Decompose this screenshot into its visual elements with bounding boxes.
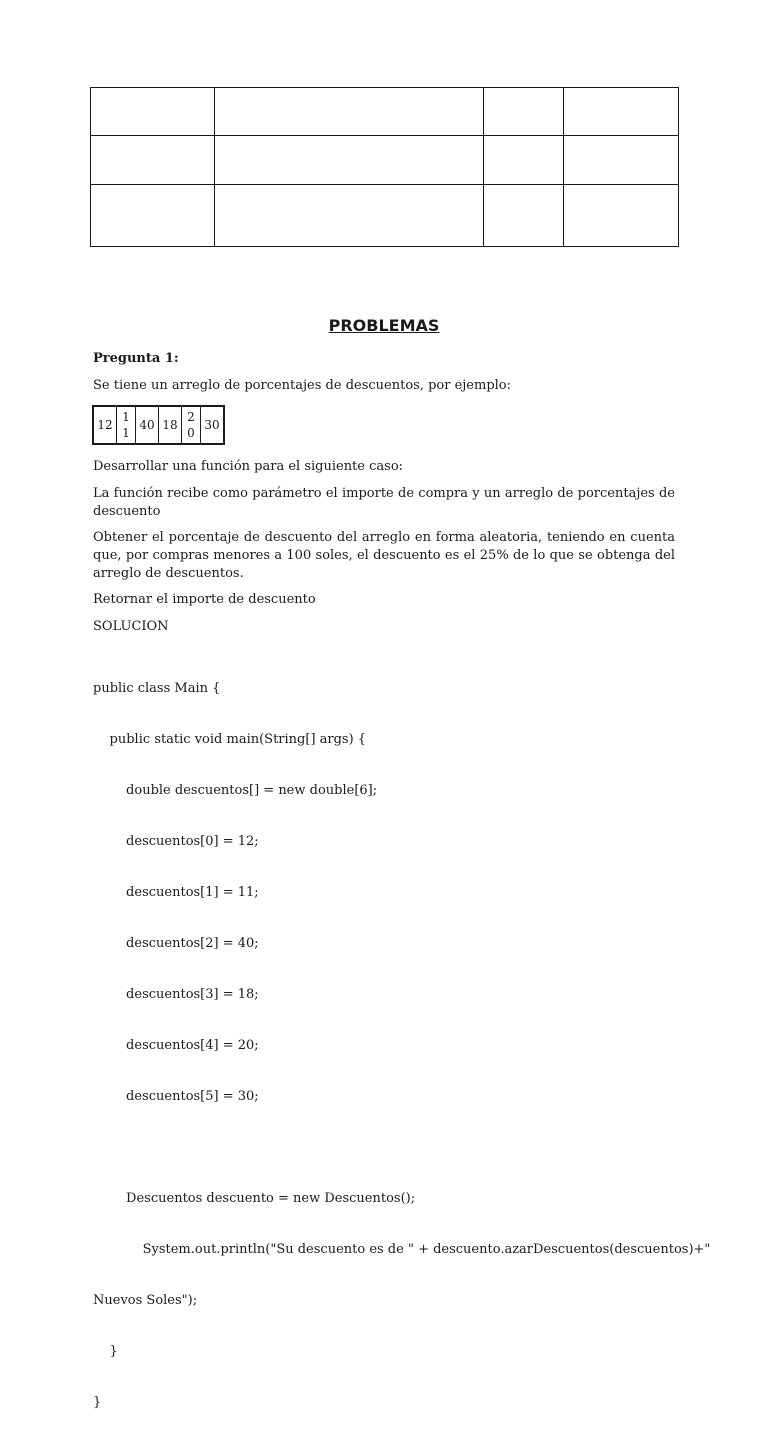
code-line: descuentos[3] = 18; <box>93 987 259 1002</box>
code-block <box>93 646 711 1445</box>
table-cell <box>91 88 215 136</box>
code-line: public static void main(String[] args) { <box>93 732 367 747</box>
code-line: double descuentos[] = new double[6]; <box>93 783 378 798</box>
table-cell <box>484 136 564 185</box>
question-label: Pregunta 1: <box>93 351 179 366</box>
intro-paragraph: Se tiene un arreglo de porcentajes de descuentos, por ejemplo: <box>93 378 512 393</box>
code-line <box>93 1139 675 1156</box>
section-heading: PROBLEMAS <box>328 316 440 335</box>
code-line: descuentos[2] = 40; <box>93 936 259 951</box>
table-cell <box>91 185 215 247</box>
code-line: descuentos[0] = 12; <box>93 834 259 849</box>
array-cell: 1 1 <box>117 406 136 444</box>
table-row <box>91 88 679 136</box>
table-row <box>91 185 679 247</box>
paragraph: La función recibe como parámetro el importe de compra y un arreglo de porcentajes de descuento <box>93 486 675 519</box>
paragraph: SOLUCION <box>93 619 169 634</box>
array-cell: 2 0 <box>182 406 201 444</box>
paragraph: Retornar el importe de descuento <box>93 592 316 607</box>
code-line: descuentos[5] = 30; <box>93 1089 259 1104</box>
table-cell <box>564 88 679 136</box>
empty-grid-table <box>90 87 679 247</box>
table-cell <box>215 88 484 136</box>
discount-array-table <box>92 405 225 445</box>
paragraph: Obtener el porcentaje de descuento del arreglo en forma aleatoria, teniendo en cuenta que, por compras menores a 100 soles, el descuento es el 25% de lo que se obtenga del arreglo de descuentos. <box>93 530 675 581</box>
array-cell: 40 <box>136 406 159 444</box>
table-row <box>91 136 679 185</box>
code-line: Nuevos Soles"); <box>93 1293 198 1308</box>
array-row <box>93 406 224 444</box>
table-cell <box>484 185 564 247</box>
code-line: public class Main { <box>93 681 221 696</box>
table-cell <box>564 185 679 247</box>
array-cell: 30 <box>201 406 225 444</box>
table-cell <box>564 136 679 185</box>
code-line: } <box>93 1344 118 1359</box>
table-cell <box>215 136 484 185</box>
code-line: descuentos[1] = 11; <box>93 885 259 900</box>
table-cell <box>215 185 484 247</box>
code-line: descuentos[4] = 20; <box>93 1038 259 1053</box>
array-cell: 18 <box>159 406 182 444</box>
table-cell <box>91 136 215 185</box>
array-cell: 12 <box>93 406 117 444</box>
table-cell <box>484 88 564 136</box>
code-line: } <box>93 1395 102 1410</box>
code-line: Descuentos descuento = new Descuentos(); <box>93 1191 416 1206</box>
paragraph: Desarrollar una función para el siguiente caso: <box>93 459 404 474</box>
code-line: System.out.println("Su descuento es de " + descuento.azarDescuentos(descuentos)+" <box>93 1242 711 1257</box>
